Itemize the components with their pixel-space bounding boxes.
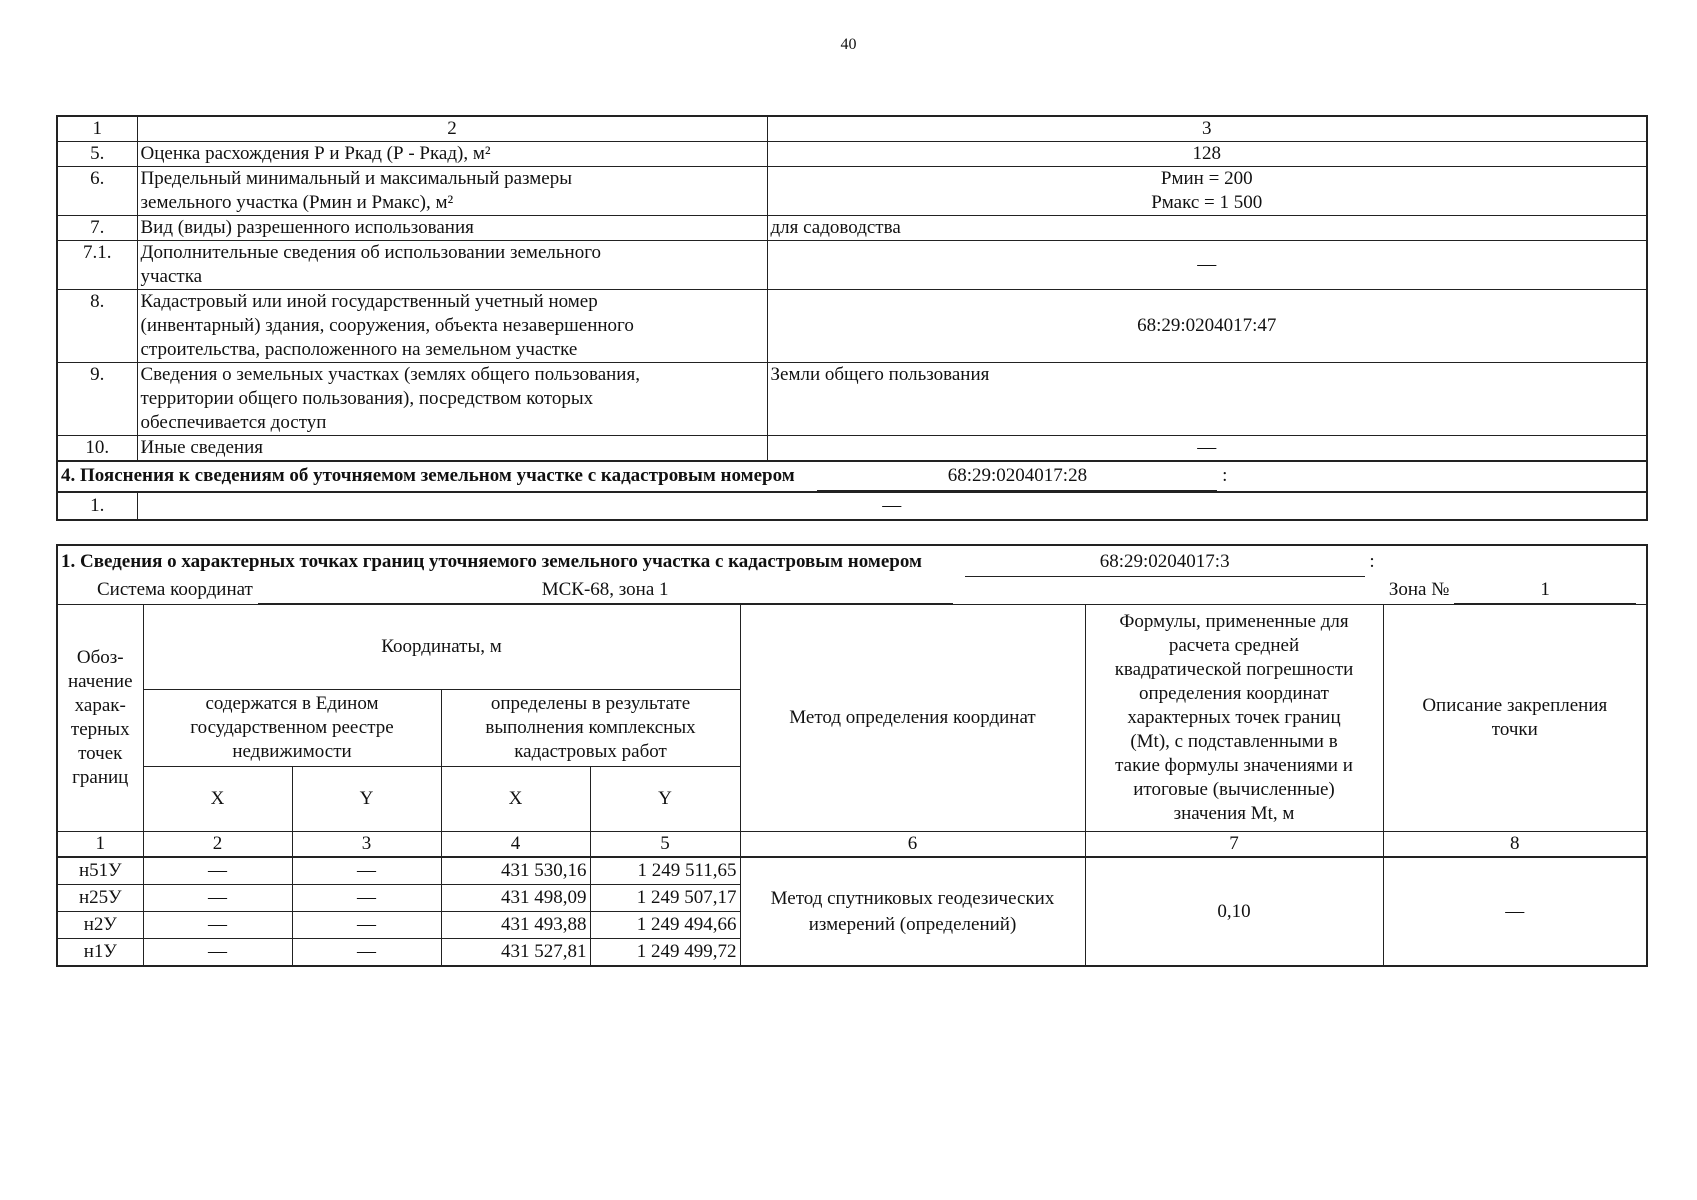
header-line: недвижимости	[232, 741, 352, 762]
row-value: 128	[767, 142, 1647, 167]
row-value: Земли общего пользования	[767, 363, 1647, 436]
row-value: —	[767, 241, 1647, 290]
coordinate-system-cell	[57, 577, 1647, 605]
header-line: содержатся в Едином	[205, 693, 379, 714]
col-number: 3	[292, 832, 441, 858]
point-x-egrn: —	[143, 939, 292, 967]
row-label: Оценка расхождения Р и Ркад (Р - Ркад), м²	[137, 142, 767, 167]
row-number: 8.	[57, 290, 137, 363]
section-1-header	[57, 545, 1647, 577]
point-y-egrn: —	[292, 912, 441, 939]
col-number: 8	[1383, 832, 1647, 858]
table-row	[57, 492, 1647, 520]
method-line: измерений (определений)	[808, 913, 1017, 935]
point-x-egrn: —	[143, 885, 292, 912]
section-1-title-cell	[57, 545, 1647, 577]
table-row	[57, 363, 1647, 436]
header-line: точки	[1491, 719, 1538, 740]
point-x: 431 527,81	[441, 939, 590, 967]
table-row	[57, 142, 1647, 167]
col-number: 4	[441, 832, 590, 858]
table-row	[57, 436, 1647, 462]
point-y: 1 249 511,65	[590, 857, 740, 885]
header-line: выполнения комплексных	[485, 717, 696, 738]
point-description: —	[1383, 857, 1647, 966]
row-value: 68:29:0204017:47	[767, 290, 1647, 363]
header-line: Обоз-	[76, 647, 124, 668]
point-x-egrn: —	[143, 857, 292, 885]
header-line: расчета средней	[1168, 635, 1300, 656]
row-label-line: участка	[140, 266, 203, 287]
column-number-row	[57, 116, 1647, 142]
col-number: 2	[143, 832, 292, 858]
header-formula	[1085, 605, 1383, 832]
row-number: 7.	[57, 216, 137, 241]
header-line: кадастровых работ	[514, 741, 667, 762]
col-number: 7	[1085, 832, 1383, 858]
header-egrn	[143, 690, 441, 767]
section-4-title: 4. Пояснения к сведениям об уточняемом земельном участке с кадастровым номером	[61, 465, 795, 486]
header-line: Формулы, примененные для	[1119, 611, 1349, 632]
row-number: 5.	[57, 142, 137, 167]
header-y: Y	[590, 767, 740, 832]
header-x: X	[441, 767, 590, 832]
header-line: квадратической погрешности	[1114, 659, 1354, 680]
header-description	[1383, 605, 1647, 832]
point-x-egrn: —	[143, 912, 292, 939]
col-number: 1	[57, 832, 143, 858]
coordinate-system-value: МСК-68, зона 1	[258, 577, 953, 604]
header-line: характерных точек границ	[1127, 707, 1341, 728]
row-label: Вид (виды) разрешенного использования	[137, 216, 767, 241]
header-coordinates: Координаты, м	[143, 605, 740, 690]
col-number: 1	[57, 116, 137, 142]
table-row	[57, 167, 1647, 216]
point-x: 431 493,88	[441, 912, 590, 939]
point-y-egrn: —	[292, 939, 441, 967]
row-number: 1.	[57, 492, 137, 520]
row-number: 6.	[57, 167, 137, 216]
column-number-row	[57, 832, 1647, 858]
header-line: значения Mt, м	[1173, 803, 1295, 824]
row-label-line: Предельный минимальный и максимальный размеры	[140, 168, 573, 189]
row-value: для садоводства	[767, 216, 1647, 241]
colon: :	[1369, 551, 1375, 572]
section-4-title-cell	[57, 461, 1647, 492]
row-label-line: Кадастровый или иной государственный учетный номер	[140, 291, 598, 312]
max-size: Рмакс = 1 500	[1151, 192, 1263, 213]
header-line: государственном реестре	[190, 717, 394, 738]
point-name: н51У	[57, 857, 143, 885]
header-line: такие формулы значениями и	[1115, 755, 1353, 776]
col-number: 5	[590, 832, 740, 858]
point-name: н25У	[57, 885, 143, 912]
header-line: определены в результате	[490, 693, 691, 714]
land-info-table	[56, 115, 1648, 521]
method-cell	[740, 857, 1085, 966]
col-number: 6	[740, 832, 1085, 858]
point-y-egrn: —	[292, 857, 441, 885]
row-label	[137, 167, 767, 216]
col-number: 3	[767, 116, 1647, 142]
row-label-line: обеспечивается доступ	[140, 412, 327, 433]
row-label-line: Сведения о земельных участках (землях общего пользования,	[140, 364, 640, 385]
col-number: 2	[137, 116, 767, 142]
row-value: —	[767, 436, 1647, 462]
header-method: Метод определения координат	[740, 605, 1085, 832]
row-label-line: земельного участка (Рмин и Рмакс), м²	[140, 192, 454, 213]
row-label-line: (инвентарный) здания, сооружения, объекта незавершенного	[140, 315, 634, 336]
row-label	[137, 290, 767, 363]
header-line: начение	[67, 671, 133, 692]
zone-value: 1	[1454, 577, 1636, 604]
zone-group	[1389, 577, 1636, 604]
point-name: н1У	[57, 939, 143, 967]
section-1-title: 1. Сведения о характерных точках границ уточняемого земельного участка с кадастровым номером	[61, 551, 922, 572]
point-x: 431 498,09	[441, 885, 590, 912]
point-y: 1 249 499,72	[590, 939, 740, 967]
table-row	[57, 241, 1647, 290]
row-label	[137, 241, 767, 290]
row-number: 7.1.	[57, 241, 137, 290]
row-label-line: строительства, расположенного на земельном участке	[140, 339, 578, 360]
row-value: —	[137, 492, 1647, 520]
header-y: Y	[292, 767, 441, 832]
coordinate-system-label: Система координат	[97, 579, 253, 600]
colon: :	[1222, 465, 1228, 486]
row-label-line: Дополнительные сведения об использовании земельного	[140, 242, 602, 263]
point-y: 1 249 494,66	[590, 912, 740, 939]
row-label-line: территории общего пользования), посредством которых	[140, 388, 594, 409]
section-4-cadastral-number: 68:29:0204017:28	[817, 462, 1217, 491]
header-line: определения координат	[1139, 683, 1329, 704]
row-number: 10.	[57, 436, 137, 462]
header-line: итоговые (вычисленные)	[1133, 779, 1335, 800]
point-x: 431 530,16	[441, 857, 590, 885]
header-row	[57, 605, 1647, 690]
zone-label: Зона №	[1388, 579, 1450, 600]
row-label	[137, 363, 767, 436]
point-name: н2У	[57, 912, 143, 939]
mt-value: 0,10	[1085, 857, 1383, 966]
table-row	[57, 290, 1647, 363]
method-line: Метод спутниковых геодезических	[770, 887, 1055, 909]
header-line: точек	[78, 743, 123, 764]
header-line: границ	[72, 767, 129, 788]
min-size: Рмин = 200	[1160, 168, 1253, 189]
header-line: терных	[70, 719, 130, 740]
table-row	[57, 857, 1647, 885]
header-line: харак-	[74, 695, 126, 716]
coordinate-system-row	[57, 577, 1647, 605]
header-line: Описание закрепления	[1422, 695, 1608, 716]
point-y-egrn: —	[292, 885, 441, 912]
header-x: X	[143, 767, 292, 832]
row-label: Иные сведения	[137, 436, 767, 462]
header-complex-works	[441, 690, 740, 767]
section-1-cadastral-number: 68:29:0204017:3	[965, 548, 1365, 577]
section-4-header	[57, 461, 1647, 492]
table-row	[57, 216, 1647, 241]
header-designation	[57, 605, 143, 832]
point-y: 1 249 507,17	[590, 885, 740, 912]
row-value	[767, 167, 1647, 216]
page-number: 40	[840, 36, 857, 53]
boundary-points-table	[56, 544, 1648, 967]
row-number: 9.	[57, 363, 137, 436]
header-line: (Mt), с подставленными в	[1130, 731, 1338, 752]
